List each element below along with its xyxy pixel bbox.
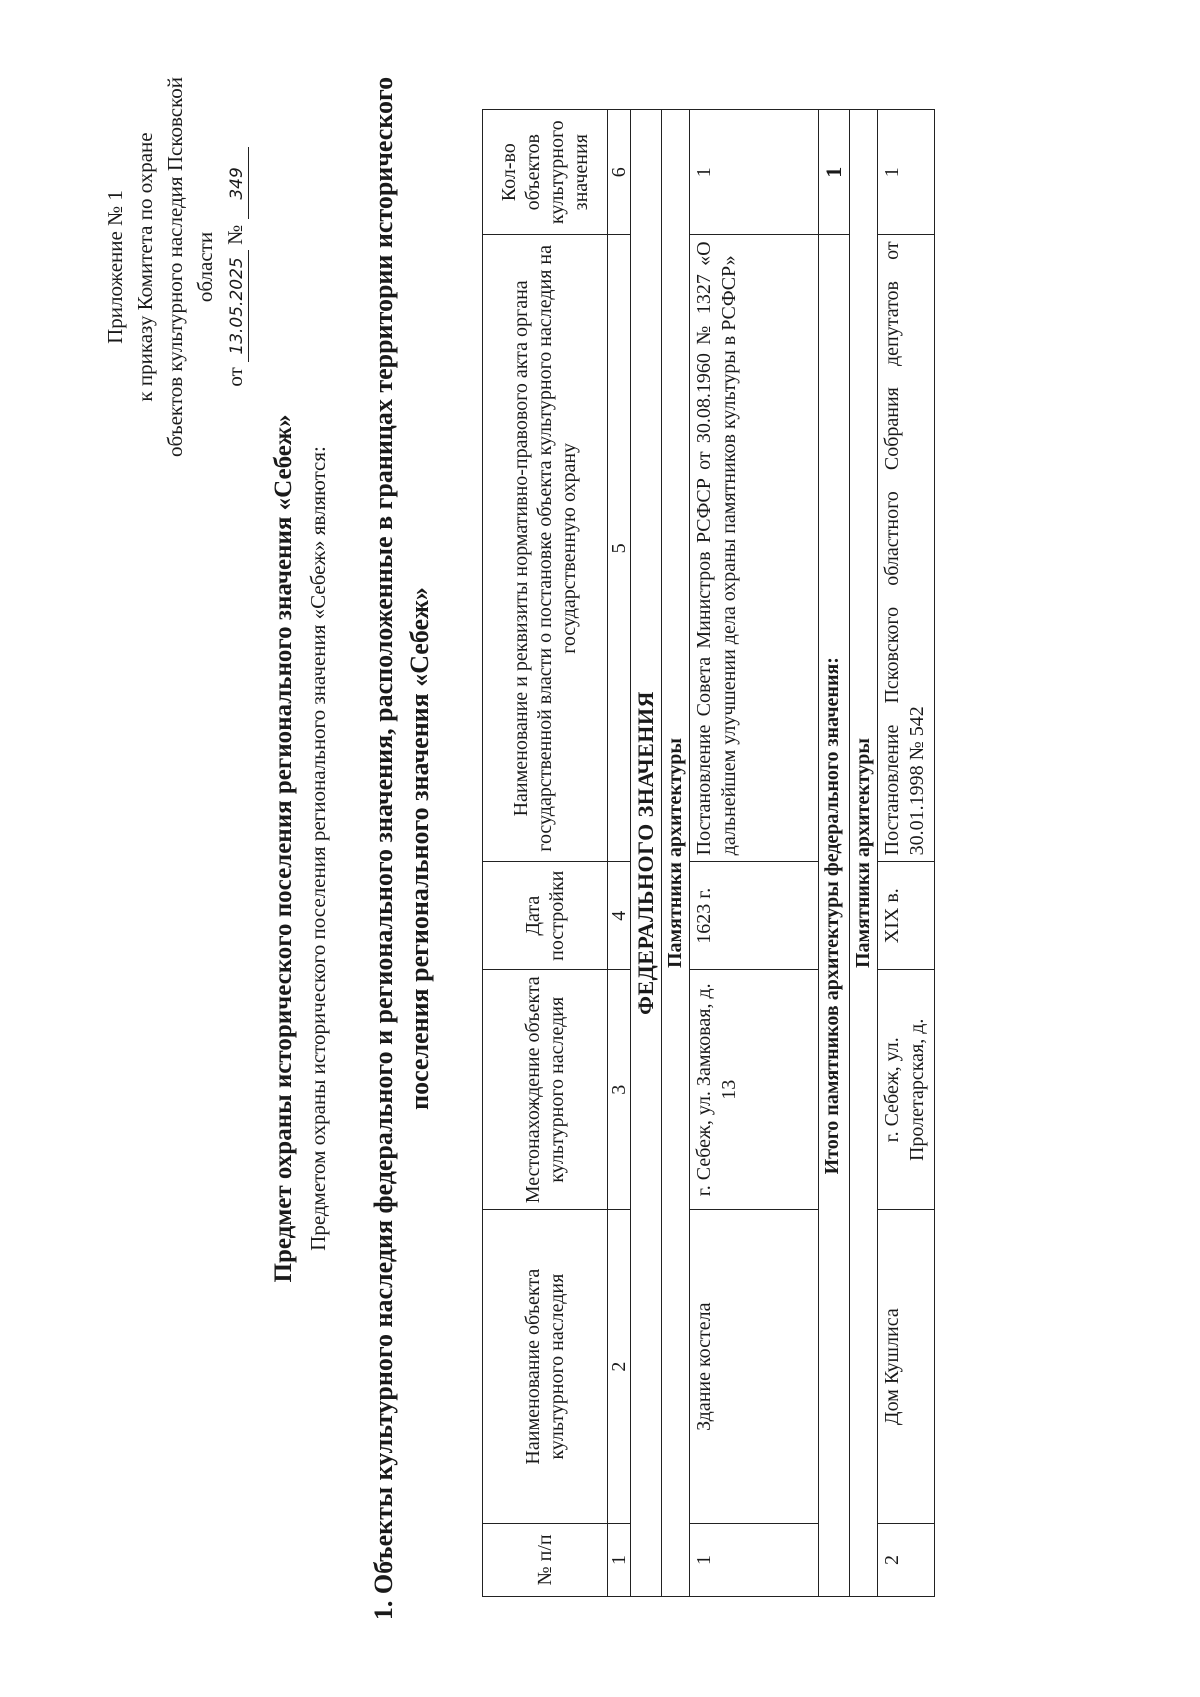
table-row [690,110,819,1597]
cell-name: Дом Кушлиса [878,1210,935,1523]
appendix-header [100,47,250,487]
cell-location: г. Себеж, ул. Пролетарская, д. [878,970,935,1210]
column-number: 6 [608,110,631,235]
header-count: Кол-во объектов культурного значения [483,110,608,235]
total-label: Итого памятников архитектуры федерального значения: [819,235,850,1597]
handwritten-number: 349 [226,147,249,219]
column-number: 4 [608,862,631,970]
cell-name: Здание костела [690,1210,819,1523]
group-architecture: Памятники архитектуры [662,110,690,1597]
cell-act: Постановление Псковского областного Собрания депутатов от 30.01.1998 № 542 [878,235,935,862]
header-name: Наименование объекта культурного наследия [483,1210,608,1523]
header-number: № п/п [483,1523,608,1596]
appendix-line-3: объектов культурного наследия Псковской области [163,77,217,457]
cell-date: 1623 г. [690,862,819,970]
cell-count: 1 [690,110,819,235]
group-row [662,110,690,1597]
total-row [819,110,850,1597]
handwritten-date: 13.05.2025 [226,250,249,362]
cell-act: Постановление Совета Министров РСФСР от 30.08.1960 № 1327 «О дальнейшем улучшении дела охраны памятников культуры в РСФСР» [690,235,819,862]
header-location: Местонахождение объекта культурного наследия [483,970,608,1210]
heritage-table [482,109,935,1597]
total-value: 1 [819,110,850,235]
header-date: Дата постройки [483,862,608,970]
section-federal: ФЕДЕРАЛЬНОГО ЗНАЧЕНИЯ [631,110,662,1597]
appendix-line-4 [220,47,250,487]
section-heading: 1. Объекты культурного наследия федерального и регионального значения, расположенные в границах территории исторического поселения регионального значения «Себеж» [369,76,434,1621]
group-row [850,110,878,1597]
document-subtitle: Предметом охраны исторического поселения регионального значения «Себеж» являются: [306,446,330,1251]
cell-count: 1 [878,110,935,235]
column-number-row [608,110,631,1597]
number-label: № [223,224,247,245]
column-number: 3 [608,970,631,1210]
table-row [878,110,935,1597]
column-number: 2 [608,1210,631,1523]
section-row [631,110,662,1597]
date-prefix: от [223,367,247,387]
table-header-row [483,110,608,1597]
cell-number: 2 [878,1523,935,1596]
group-architecture: Памятники архитектуры [850,110,878,1597]
cell-date: XIX в. [878,862,935,970]
appendix-line-2: к приказу Комитета по охране [133,132,157,402]
cell-number: 1 [690,1523,819,1596]
column-number: 5 [608,235,631,862]
document-title: Предмет охраны исторического поселения регионального значения «Себеж» [270,414,297,1283]
appendix-line-1: Приложение № 1 [103,190,127,344]
header-act: Наименование и реквизиты нормативно-правового акта органа государственной власти о постановке объекта культурного наследия на государственную охрану [483,235,608,862]
column-number: 1 [608,1523,631,1596]
cell-location: г. Себеж, ул. Замковая, д. 13 [690,970,819,1210]
